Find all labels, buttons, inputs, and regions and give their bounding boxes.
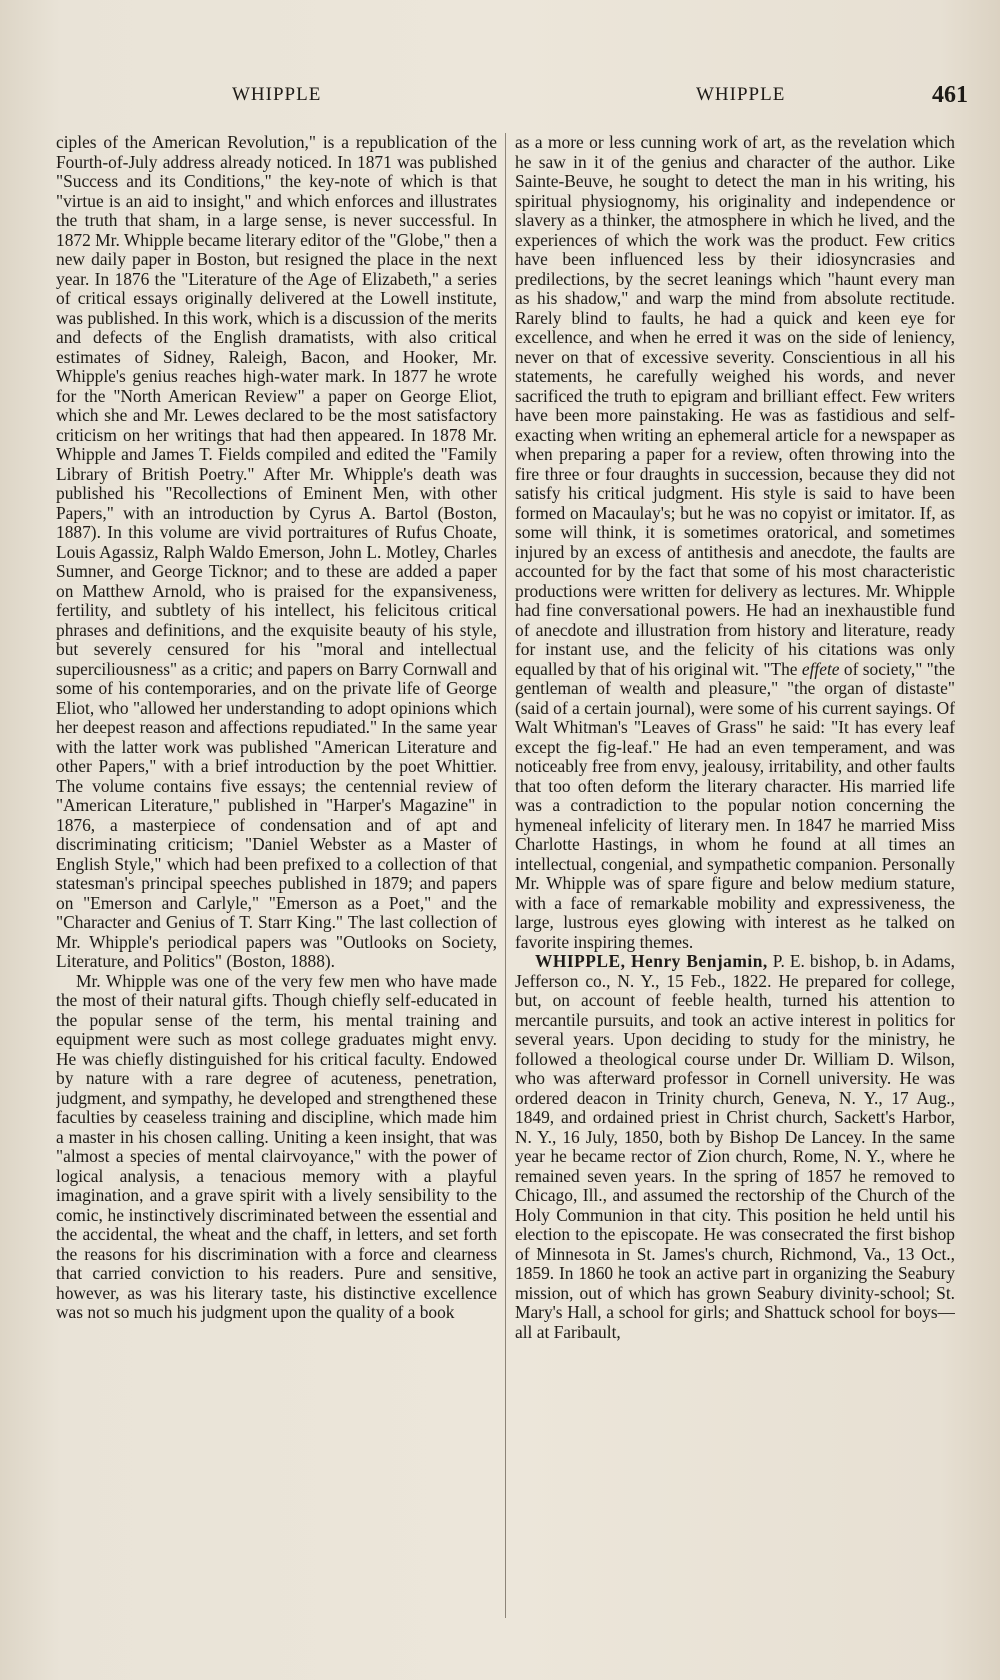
column-divider (505, 133, 506, 1618)
italic-word: effete (801, 658, 840, 679)
left-column (56, 133, 497, 1653)
page-number: 461 (932, 82, 968, 108)
entry-text: P. E. bishop, b. in Adams, Jefferson co., N. Y., 15 Feb., 1822. He prepared for college, but, on account of feeble health, turned his attention to mercantile pursuits, and took an active interest in politics for several years. Upon deciding to study for the ministry, he followed a theological course under Dr. William D. Wilson, who was afterward professor in Cornell university. He was ordered deacon in Trinity church, Geneva, N. Y., 17 Aug., 1849, and ordained priest in Christ church, Sackett's Harbor, N. Y., 16 July, 1850, both by Bishop De Lancey. In the same year he became rector of Zion church, Rome, N. Y., where he remained seven years. In the spring of 1857 he removed to Chicago, Ill., and assumed the rectorship of the Church of the Holy Communion in that city. This position he held until his election to the episcopate. He was consecrated the first bishop of Minnesota in St. James's church, Richmond, Va., 13 Oct., 1859. In 1860 he took an active part in organizing the Seabury mission, out of which has grown Seabury divinity-school; St. Mary's Hall, a school for girls; and Shattuck school for boys—all at Faribault, (515, 951, 955, 1342)
running-head-right: WHIPPLE (696, 84, 786, 105)
right-paragraph-1-rest: of society," "the gentleman of wealth and pleasure," "the organ of distaste" (said of a certain journal), were some of his current sayings. Of Walt Whitman's "Leaves of Grass" he said: "It has every leaf except the fig-leaf." He had an even temperament, and was noticeably free from envy, jealousy, irritability, and other faults that too often deform the literary character. His married life was a contradiction to the popular notion concerning the hymeneal infelicity of literary men. In 1847 he married Miss Charlotte Hastings, in whom he found at all times an intellectual, congenial, and sympathetic companion. Personally Mr. Whipple was of spare figure and below medium stature, with a face of remarkable mobility and expressiveness, the large, lustrous eyes glowing with interest as he talked on favorite inspiring themes. (515, 658, 955, 952)
left-paragraph-2: Mr. Whipple was one of the very few men who have made the most of their natural gifts. Though chiefly self-educated in the popular sense of the term, his mental training and equipment were such as most college graduates might envy. He was chiefly distinguished for his critical faculty. Endowed by nature with a rare degree of acuteness, penetration, judgment, and sympathy, he developed and strengthened these faculties by ceaseless training and discipline, which made him a master in his chosen calling. Uniting a keen insight, that was "almost a species of mental clairvoyance," with the power of logical analysis, a tenacious memory with a playful imagination, and a grave spirit with a lively sensibility to the comic, he instinctively discriminated between the essential and the accidental, the wheat and the chaff, in letters, and set forth the reasons for his discrimination with a force and clearness that carried conviction to his readers. Pure and sensitive, however, as was his literary taste, his distinctive excellence was not so much his judgment upon the quality of a book (56, 970, 497, 1322)
entry-heading: WHIPPLE, Henry Benjamin, (535, 951, 768, 971)
right-column (515, 133, 955, 1653)
entry-whipple-henry-benjamin (515, 952, 955, 1342)
running-head-left: WHIPPLE (232, 84, 322, 105)
left-paragraph-1: ciples of the American Revolution," is a republication of the Fourth-of-July address already noticed. In 1871 was published "Success and its Conditions," the key-note of which is that "virtue is an aid to insight," and which enforces and illustrates the truth that sham, in a large sense, is never successful. In 1872 Mr. Whipple became literary editor of the "Globe," then a new daily paper in Boston, but resigned the place in the next year. In 1876 the "Literature of the Age of Elizabeth," a series of critical essays originally delivered at the Lowell institute, was published. In this work, which is a discussion of the merits and defects of the English dramatists, with also critical estimates of Sidney, Raleigh, Bacon, and Hooker, Mr. Whipple's genius reaches high-water mark. In 1877 he wrote for the "North American Review" a paper on George Eliot, which she and Mr. Lewes declared to be the most satisfactory criticism on her writings that had then appeared. In 1878 Mr. Whipple and James T. Fields compiled and edited the "Family Library of British Poetry." After Mr. Whipple's death was published his "Recollections of Eminent Men, with other Papers," with an introduction by Cyrus A. Bartol (Boston, 1887). In this volume are vivid portraitures of Rufus Choate, Louis Agassiz, Ralph Waldo Emerson, John L. Motley, Charles Sumner, and George Ticknor; and to these are added a paper on Matthew Arnold, who is praised for the expansiveness, fertility, and subtlety of his intellect, his felicitous critical phrases and definitions, and the exquisite beauty of his style, but severely censured for his "moral and intellectual superciliousness" as a critic; and papers on Barry Cornwall and some of his contemporaries, and on the private life of George Eliot, who "allowed her understanding to adopt opinions which her deepest reason and affections repudiated." In the same year with the latter work was published "American Literature and other Papers," with a brief introduction by the poet Whittier. The volume contains five essays; the centennial review of "American Literature," published in "Harper's Magazine" in 1876, a masterpiece of condensation and of apt and discriminating criticism; "Daniel Webster as a Master of English Style," which had been prefixed to a collection of that statesman's principal speeches published in 1879; and papers on "Emerson and Carlyle," "Emerson as a Poet," and the "Character and Genius of T. Starr King." The last collection of Mr. Whipple's periodical papers was "Outlooks on Society, Literature, and Politics" (Boston, 1888). (56, 133, 497, 971)
right-paragraph-1-text: as a more or less cunning work of art, as the revelation which he saw in it of the genius and character of the author. Like Sainte-Beuve, he sought to detect the man in his writing, his spiritual physiognomy, his originality and independence or slavery as a thinker, the atmosphere in which he lived, and the experiences of which the work was the product. Few critics have been influenced less by their idiosyncrasies and predilections, by the secret leanings which "haunt every man as his shadow," and warp the mind from absolute rectitude. Rarely blind to faults, he had a quick and keen eye for excellence, and when he erred it was on the side of leniency, never on that of excessive severity. Conscientious in all his statements, he carefully weighed his words, and never sacrificed the truth to epigram and brilliant effect. Few writers have been more painstaking. He was as fastidious and self-exacting when writing an ephemeral article for a newspaper as when preparing a paper for a review, often throwing into the fire three or four draughts in succession, because they did not satisfy his critical judgment. His style is said to have been formed on Macaulay's; but he was no copyist or imitator. If, as some will think, it is sometimes oratorical, and sometimes injured by an excess of antithesis and anecdote, the faults are accounted for by the fact that some of his most characteristic productions were written for delivery as lectures. Mr. Whipple had fine conversational powers. He had an inexhaustible fund of anecdote and illustration from history and literature, ready for instant use, and the felicity of his citations was only equalled by that of his original wit. "The (515, 133, 955, 679)
right-paragraph-1 (515, 133, 955, 952)
